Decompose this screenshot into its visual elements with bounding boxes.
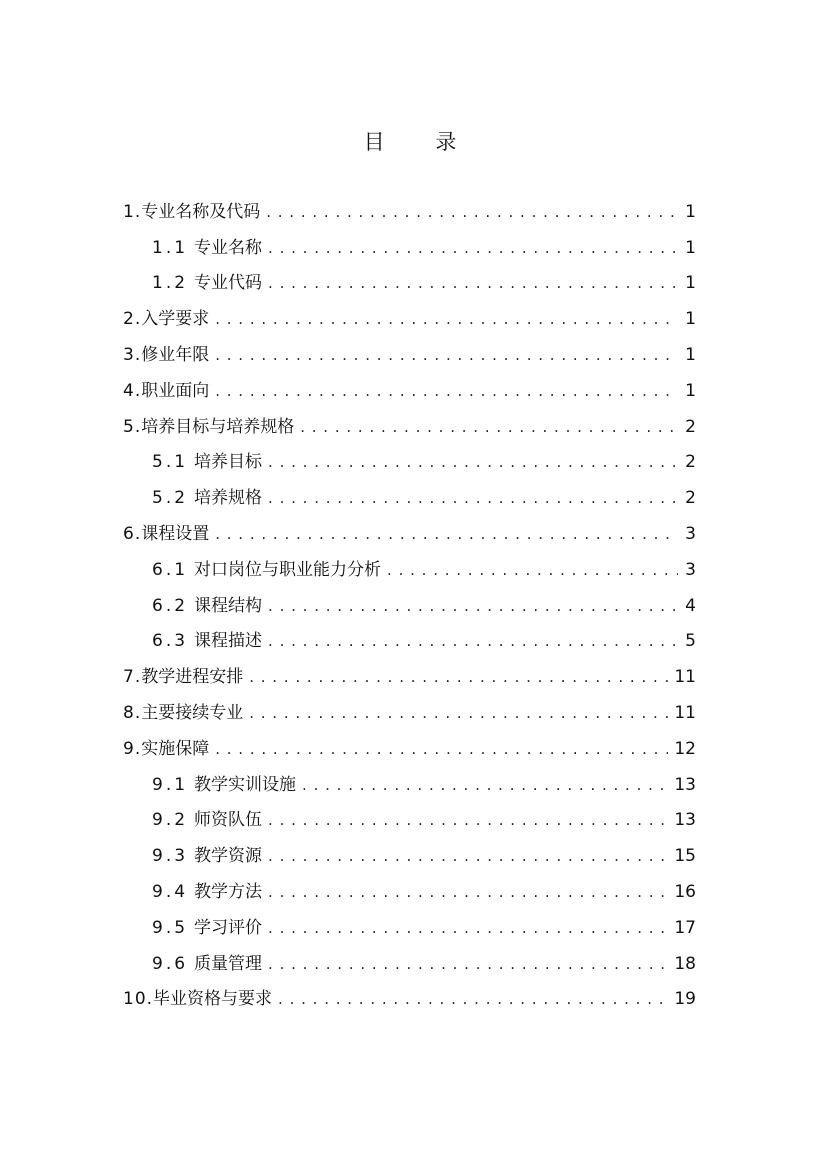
toc-page-number: 2	[685, 452, 696, 473]
toc-dot-leader	[215, 379, 678, 405]
toc-dot-leader	[266, 200, 678, 226]
toc-entry-number: 1.	[123, 201, 142, 222]
toc-entry-number: 9.2	[152, 810, 189, 831]
toc-entry-label: 课程结构	[194, 595, 263, 616]
toc-entry-label: 专业名称及代码	[141, 201, 261, 222]
toc-dot-leader	[268, 236, 678, 262]
toc-entry-number: 8.	[123, 702, 142, 723]
toc-dot-leader	[268, 271, 678, 297]
toc-dot-leader	[268, 594, 678, 620]
toc-entry-label: 质量管理	[194, 953, 263, 974]
toc-entry[interactable]	[123, 834, 696, 870]
toc-entry[interactable]	[123, 763, 696, 799]
toc-page-number: 13	[674, 774, 696, 795]
toc-title: 目 录	[363, 130, 479, 154]
toc-entry-label: 培养规格	[194, 488, 263, 509]
toc-entry-number: 10.	[123, 989, 154, 1010]
toc-dot-leader	[268, 952, 668, 978]
toc-entry[interactable]	[123, 942, 696, 978]
toc-entry-number: 9.5	[152, 917, 189, 938]
toc-page-number: 13	[674, 810, 696, 831]
toc-page-number: 17	[674, 917, 696, 938]
toc-entry-label: 学习评价	[194, 917, 263, 938]
toc-entry[interactable]	[123, 978, 696, 1014]
toc-entry[interactable]	[123, 333, 696, 369]
toc-page-number: 15	[674, 846, 696, 867]
toc-dot-leader	[268, 486, 678, 512]
toc-entry[interactable]	[123, 190, 696, 226]
toc-entry[interactable]	[123, 727, 696, 763]
toc-dot-leader	[268, 808, 668, 834]
toc-dot-leader	[215, 307, 678, 333]
toc-dot-leader	[387, 558, 678, 584]
toc-entry[interactable]	[123, 512, 696, 548]
toc-entry-number: 9.	[123, 738, 142, 759]
toc-entry-label: 教学资源	[194, 846, 263, 867]
toc-dot-leader	[215, 737, 668, 763]
toc-entry[interactable]	[123, 297, 696, 333]
toc-entry-label: 教学进程安排	[141, 667, 244, 688]
toc-entry[interactable]	[123, 226, 696, 262]
toc-page-number: 5	[685, 631, 696, 652]
toc-entry[interactable]	[123, 584, 696, 620]
toc-entry-label: 培养目标与培养规格	[141, 416, 295, 437]
toc-entry-label: 入学要求	[141, 309, 210, 330]
toc-entry[interactable]	[123, 476, 696, 512]
toc-entry[interactable]	[123, 691, 696, 727]
toc-page-number: 19	[674, 989, 696, 1010]
toc-entry-label: 职业面向	[141, 380, 210, 401]
toc-entry-label: 专业代码	[194, 273, 263, 294]
toc-entry-label: 对口岗位与职业能力分析	[194, 559, 382, 580]
toc-entry-number: 4.	[123, 380, 142, 401]
toc-entry-label: 专业名称	[194, 237, 263, 258]
toc-entry-number: 6.2	[152, 595, 189, 616]
toc-entry[interactable]	[123, 655, 696, 691]
toc-page-number: 18	[674, 953, 696, 974]
toc-entry-label: 教学实训设施	[194, 774, 297, 795]
toc-entry[interactable]	[123, 369, 696, 405]
toc-entry-number: 5.2	[152, 488, 189, 509]
toc-entry-number: 2.	[123, 309, 142, 330]
toc-dot-leader	[215, 522, 678, 548]
toc-entry-number: 6.	[123, 523, 142, 544]
toc-dot-leader	[249, 701, 668, 727]
toc-dot-leader	[268, 450, 678, 476]
toc-entry[interactable]	[123, 870, 696, 906]
toc-page-number: 1	[685, 201, 696, 222]
toc-page-number: 1	[685, 344, 696, 365]
toc-entry[interactable]	[123, 799, 696, 835]
toc-page-number: 3	[685, 523, 696, 544]
toc-entry-label: 课程设置	[141, 523, 210, 544]
toc-page-number: 1	[685, 380, 696, 401]
toc-entry[interactable]	[123, 262, 696, 298]
toc-entry-number: 9.4	[152, 881, 189, 902]
toc-page-number: 1	[685, 273, 696, 294]
toc-entry[interactable]	[123, 441, 696, 477]
toc-dot-leader	[268, 629, 678, 655]
toc-entry-number: 9.3	[152, 846, 189, 867]
toc-dot-leader	[249, 665, 668, 691]
toc-entry-label: 主要接续专业	[141, 702, 244, 723]
toc-page-number: 16	[674, 881, 696, 902]
toc-entry-label: 毕业资格与要求	[153, 989, 273, 1010]
toc-entry[interactable]	[123, 405, 696, 441]
toc-page-number: 12	[674, 738, 696, 759]
toc-dot-leader	[268, 880, 668, 906]
toc-entry-number: 6.1	[152, 559, 189, 580]
toc-entry-number: 9.6	[152, 953, 189, 974]
toc-entry-number: 1.2	[152, 273, 189, 294]
toc-entry-number: 5.	[123, 416, 142, 437]
toc-entry-label: 培养目标	[194, 452, 263, 473]
toc-page-number: 1	[685, 309, 696, 330]
table-of-contents	[123, 190, 696, 1013]
toc-entry[interactable]	[123, 548, 696, 584]
toc-entry-number: 9.1	[152, 774, 189, 795]
toc-dot-leader	[278, 987, 668, 1013]
toc-page-number: 4	[685, 595, 696, 616]
toc-entry-label: 实施保障	[141, 738, 210, 759]
toc-entry-label: 课程描述	[194, 631, 263, 652]
toc-entry-label: 教学方法	[194, 881, 263, 902]
toc-dot-leader	[302, 773, 668, 799]
toc-entry-number: 5.1	[152, 452, 189, 473]
toc-entry-label: 修业年限	[141, 344, 210, 365]
toc-page-number: 2	[685, 416, 696, 437]
toc-page-number: 11	[674, 667, 696, 688]
toc-dot-leader	[300, 415, 678, 441]
toc-dot-leader	[215, 343, 678, 369]
toc-dot-leader	[268, 916, 668, 942]
toc-entry[interactable]	[123, 906, 696, 942]
toc-entry-label: 师资队伍	[194, 810, 263, 831]
toc-page-number: 1	[685, 237, 696, 258]
toc-entry[interactable]	[123, 620, 696, 656]
toc-entry-number: 1.1	[152, 237, 189, 258]
toc-entry-number: 7.	[123, 667, 142, 688]
toc-dot-leader	[268, 844, 668, 870]
toc-entry-number: 3.	[123, 344, 142, 365]
toc-page-number: 3	[685, 559, 696, 580]
toc-page-number: 11	[674, 702, 696, 723]
toc-entry-number: 6.3	[152, 631, 189, 652]
toc-page-number: 2	[685, 488, 696, 509]
